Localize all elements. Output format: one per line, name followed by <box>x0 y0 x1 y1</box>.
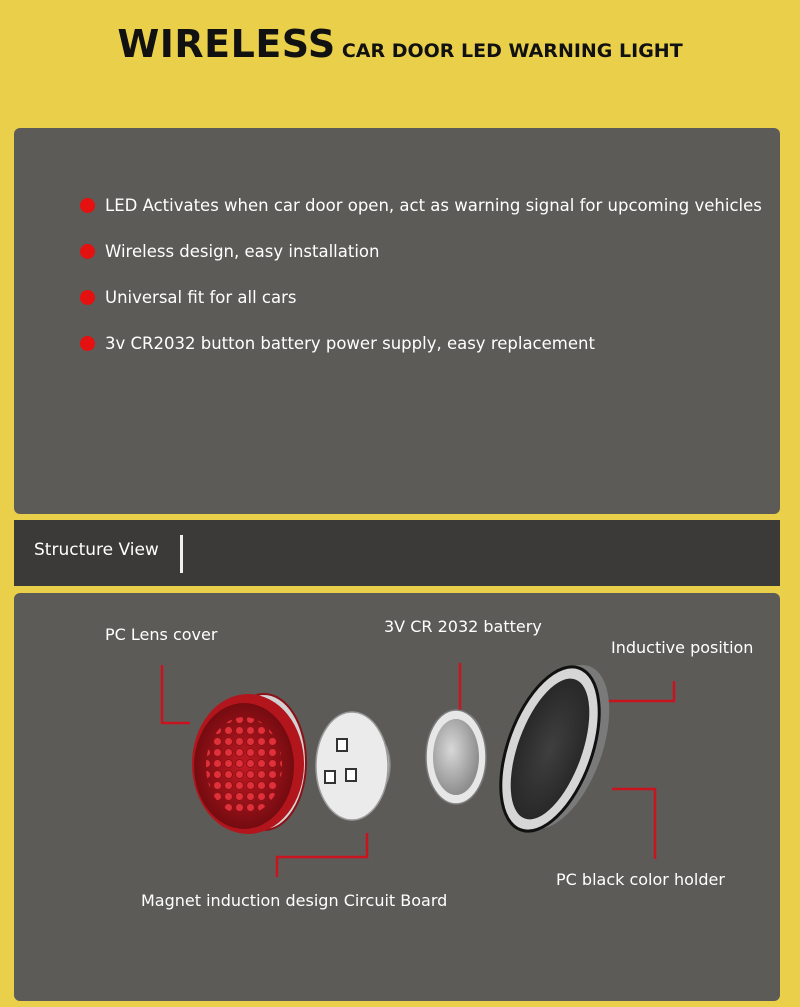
feature-text: 3v CR2032 button battery power supply, easy replacement <box>105 334 595 353</box>
callout-lens-cover: PC Lens cover <box>105 625 218 644</box>
features-panel <box>14 128 780 514</box>
callout-battery: 3V CR 2032 battery <box>384 617 542 636</box>
bullet-dot-icon <box>80 290 95 305</box>
feature-text: LED Activates when car door open, act as warning signal for upcoming vehicles <box>105 196 762 215</box>
callout-holder: PC black color holder <box>556 870 725 889</box>
bullet-dot-icon <box>80 198 95 213</box>
lens-callout-line <box>162 665 190 723</box>
holder <box>481 652 629 844</box>
exploded-diagram-panel <box>14 593 780 1001</box>
lens-cover <box>192 694 306 834</box>
bullet-dot-icon <box>80 336 95 351</box>
feature-item <box>80 288 296 307</box>
holder-callout-line <box>612 789 655 859</box>
feature-item <box>80 196 762 215</box>
page-title <box>0 22 800 66</box>
text-cursor-icon <box>180 535 183 573</box>
structure-view-label: Structure View <box>34 540 159 560</box>
feature-item <box>80 242 379 261</box>
feature-text: Universal fit for all cars <box>105 288 297 307</box>
feature-item <box>80 334 595 353</box>
callout-circuit-board: Magnet induction design Circuit Board <box>141 891 448 910</box>
title-main: WIRELESS <box>117 22 336 66</box>
structure-view-bar <box>14 520 780 586</box>
callout-inductive-position: Inductive position <box>611 638 754 657</box>
circuit-board <box>316 712 390 820</box>
battery <box>426 710 486 804</box>
feature-text: Wireless design, easy installation <box>105 242 380 261</box>
circuit-callout-line <box>277 833 367 877</box>
title-sub: CAR DOOR LED WARNING LIGHT <box>341 40 683 62</box>
bullet-dot-icon <box>80 244 95 259</box>
